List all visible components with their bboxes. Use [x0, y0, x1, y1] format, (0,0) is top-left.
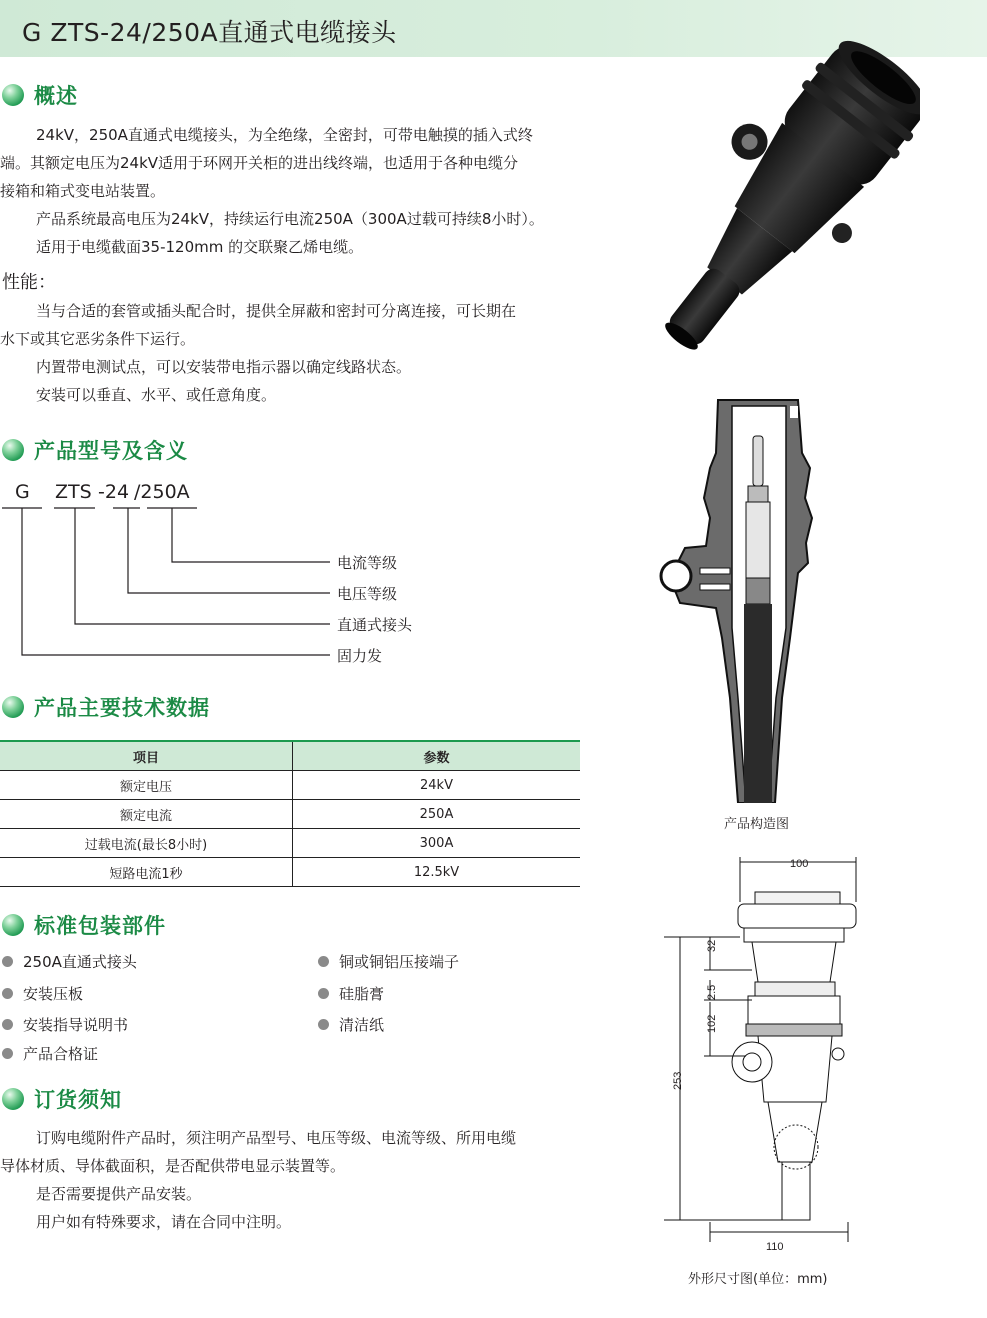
section-title: 标准包装部件: [34, 914, 166, 938]
performance-heading: 性能：: [2, 272, 56, 293]
table-row: [0, 800, 580, 829]
table-cell: 24kV: [293, 771, 581, 800]
model-code-current: /250A: [134, 481, 190, 503]
section-title: 产品型号及含义: [34, 439, 188, 463]
list-item-label: 安装指导说明书: [23, 1015, 129, 1034]
bullet-dot-icon: [318, 988, 329, 999]
bullet-dot-icon: [318, 956, 329, 967]
model-label-voltage: 电压等级: [337, 585, 398, 603]
dim-label-102: 102: [706, 1014, 718, 1033]
structure-caption: 产品构造图: [724, 817, 790, 832]
text-line: 是否需要提供产品安装。: [36, 1185, 202, 1203]
list-item: [318, 1013, 384, 1035]
table-cell: 过载电流(最长8小时): [0, 829, 293, 858]
section-package-header: [2, 910, 166, 940]
section-title: 概述: [34, 84, 78, 108]
section-title: 订货须知: [34, 1088, 122, 1112]
text-line: 接箱和箱式变电站装置。: [0, 182, 166, 200]
section-model-header: [2, 435, 188, 465]
list-item-label: 清洁纸: [339, 1015, 385, 1034]
green-ball-icon: [2, 696, 24, 718]
text-line: 适用于电缆截面35-120mm 的交联聚乙烯电缆。: [36, 238, 364, 256]
table-cell: 12.5kV: [293, 858, 581, 887]
spec-table: [0, 740, 580, 887]
model-code-g: G: [15, 481, 30, 503]
model-label-type: 直通式接头: [337, 616, 413, 634]
dim-label-top: 100: [790, 858, 809, 870]
text-line: 产品系统最高电压为24kV，持续运行电流250A（300A过载可持续8小时）。: [36, 210, 544, 228]
model-label-brand: 固力发: [337, 647, 383, 665]
table-cell: 250A: [293, 800, 581, 829]
table-row: [0, 858, 580, 887]
green-ball-icon: [2, 1088, 24, 1110]
page-title: G ZTS-24/250A直通式电缆接头: [22, 18, 397, 47]
green-ball-icon: [2, 84, 24, 106]
model-label-current: 电流等级: [337, 554, 398, 572]
dimension-drawing: [660, 852, 870, 1252]
model-code-voltage: -24: [98, 481, 130, 503]
text-line: 安装可以垂直、水平、或任意角度。: [36, 386, 277, 404]
section-title: 产品主要技术数据: [34, 696, 210, 720]
list-item-label: 硅脂膏: [339, 984, 385, 1003]
text-line: 用户如有特殊要求，请在合同中注明。: [36, 1213, 292, 1231]
section-order-header: [2, 1084, 122, 1114]
dim-label-253: 253: [672, 1071, 684, 1090]
bullet-dot-icon: [2, 1048, 13, 1059]
list-item: [2, 950, 137, 972]
table-header-row: [0, 741, 580, 771]
list-item: [318, 982, 384, 1004]
text-line: 当与合适的套管或插头配合时，提供全屏蔽和密封可分离连接，可长期在: [36, 302, 517, 320]
list-item: [318, 950, 459, 972]
dim-label-2-5: 2.5: [706, 984, 718, 1000]
text-line: 订购电缆附件产品时，须注明产品型号、电压等级、电流等级、所用电缆: [36, 1129, 517, 1147]
model-tree-lines: [0, 500, 340, 670]
list-item: [2, 1042, 98, 1064]
table-cell: 300A: [293, 829, 581, 858]
text-line: 内置带电测试点，可以安装带电指示器以确定线路状态。: [36, 358, 412, 376]
structure-diagram: [640, 398, 820, 803]
table-cell: 短路电流1秒: [0, 858, 293, 887]
list-item-label: 铜或铜铝压接端子: [339, 952, 460, 971]
bullet-dot-icon: [318, 1019, 329, 1030]
green-ball-icon: [2, 439, 24, 461]
table-row: [0, 829, 580, 858]
green-ball-icon: [2, 914, 24, 936]
list-item-label: 安装压板: [23, 984, 84, 1003]
section-overview-header: [2, 80, 78, 110]
performance-text: [0, 297, 600, 409]
bullet-dot-icon: [2, 1019, 13, 1030]
text-line: 水下或其它恶劣条件下运行。: [0, 330, 196, 348]
text-line: 导体材质、导体截面积，是否配供带电显示装置等。: [0, 1157, 346, 1175]
dim-label-bottom: 110: [766, 1241, 784, 1253]
list-item-label: 250A直通式接头: [23, 952, 137, 971]
column-header: 项目: [0, 741, 293, 771]
list-item: [2, 982, 83, 1004]
bullet-dot-icon: [2, 956, 13, 967]
text-line: 24kV，250A直通式电缆接头，为全绝缘，全密封，可带电触摸的插入式终: [36, 126, 533, 144]
list-item: [2, 1013, 128, 1035]
table-cell: 额定电压: [0, 771, 293, 800]
dim-label-32: 32: [706, 939, 718, 952]
overview-text: [0, 121, 600, 261]
bullet-dot-icon: [2, 988, 13, 999]
dimension-caption: 外形尺寸图(单位：mm): [688, 1272, 828, 1287]
product-photo: [610, 40, 920, 380]
text-line: 端。其额定电压为24kV适用于环网开关柜的进出线终端，也适用于各种电缆分: [0, 154, 519, 172]
section-specs-header: [2, 692, 210, 722]
order-text: [0, 1124, 600, 1236]
model-code-zts: ZTS: [55, 481, 92, 503]
table-row: [0, 771, 580, 800]
column-header: 参数: [293, 741, 581, 771]
table-cell: 额定电流: [0, 800, 293, 829]
list-item-label: 产品合格证: [23, 1044, 99, 1063]
